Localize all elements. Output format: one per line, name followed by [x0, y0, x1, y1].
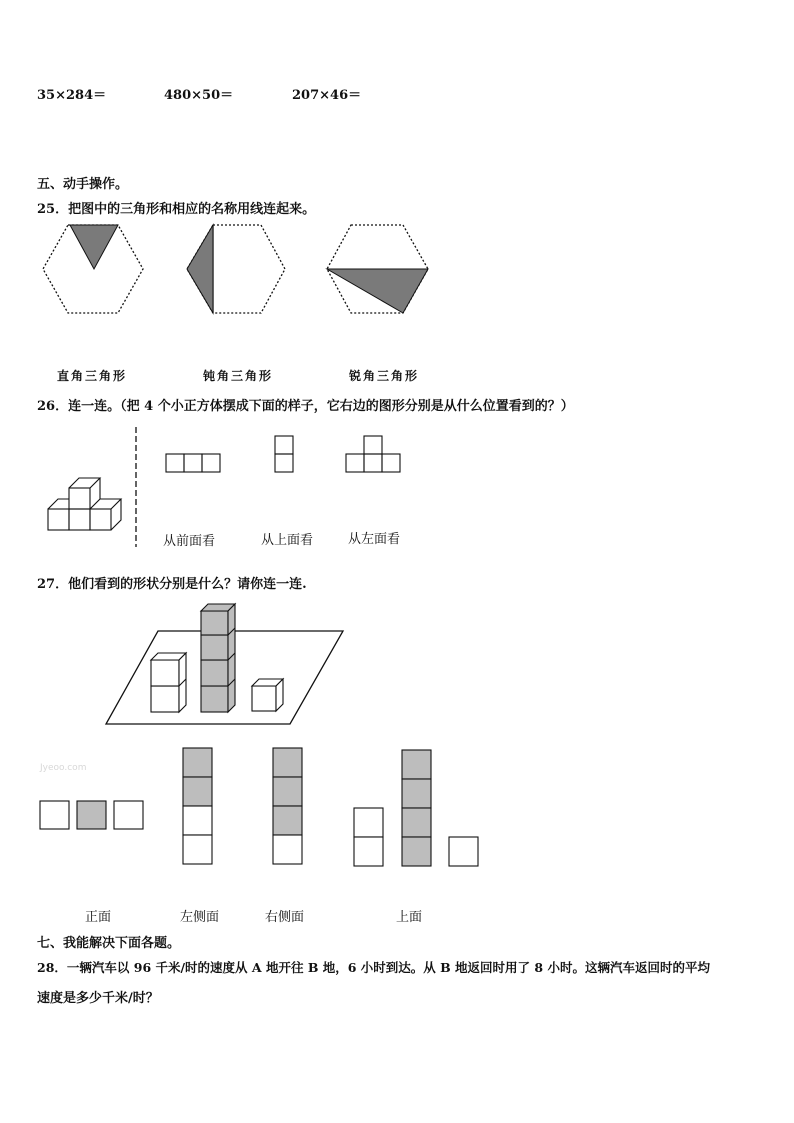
q26-label-front: 从前面看	[163, 534, 216, 549]
q28-text-line-2: 速度是多少千米/时？	[37, 991, 159, 1006]
q27-label-right-side: 右侧面	[265, 910, 305, 925]
q27-scene-figure	[100, 600, 350, 730]
q27-text: 27．他们看到的形状分别是什么？请你连一连.	[37, 577, 307, 592]
q25-hexagons-figure	[40, 222, 440, 317]
hexagon-1	[43, 225, 143, 313]
q27-label-left-side: 左侧面	[180, 910, 220, 925]
stack-four-grey	[201, 604, 235, 712]
calc-item-1: 35×284＝	[37, 88, 107, 103]
calc-item-3: 207×46＝	[292, 88, 362, 103]
q25-label-right-triangle: 直角三角形	[57, 369, 128, 383]
view-two-stacked	[275, 436, 293, 472]
view-three-row	[166, 454, 220, 472]
q25-label-obtuse-triangle: 钝角三角形	[203, 369, 274, 383]
calc-item-2: 480×50＝	[164, 88, 234, 103]
q26-text: 26．连一连。（把 4 个小正方体摆成下面的样子，它右边的图形分别是从什么位置看到的？）	[37, 399, 574, 414]
shaded-triangle-3	[327, 269, 428, 313]
view-top-option	[354, 750, 478, 866]
view-right-option	[273, 748, 302, 864]
section-7-heading: 七、我能解决下面各题。	[37, 936, 181, 951]
q28-text-line-1: 28．一辆汽车以 96 千米/时的速度从 A 地开往 B 地，6 小时到达。从 B 地返回时用了 8 小时。这辆汽车返回时的平均	[37, 960, 710, 975]
view-left-option	[183, 748, 212, 864]
hexagon-3	[327, 225, 428, 313]
q25-text: 25．把图中的三角形和相应的名称用线连起来。	[37, 202, 316, 217]
watermark: Jyeoo.com	[40, 763, 87, 773]
q27-label-top: 上面	[396, 910, 423, 925]
stack-two-white	[151, 653, 186, 712]
single-white-cube	[252, 679, 283, 711]
view-front-option	[40, 801, 143, 829]
view-t-shape	[346, 436, 400, 472]
shaded-triangle-2	[187, 225, 213, 313]
q25-label-acute-triangle: 锐角三角形	[349, 369, 420, 383]
q27-label-front: 正面	[85, 910, 112, 925]
section-5-heading: 五、动手操作。	[37, 177, 129, 192]
q26-label-top: 从上面看	[261, 533, 314, 548]
shaded-triangle-1	[70, 225, 118, 269]
cube-arrangement	[48, 478, 121, 530]
q26-label-left: 从左面看	[348, 532, 401, 547]
q27-views-figure	[36, 745, 486, 870]
hexagon-2	[187, 225, 285, 313]
